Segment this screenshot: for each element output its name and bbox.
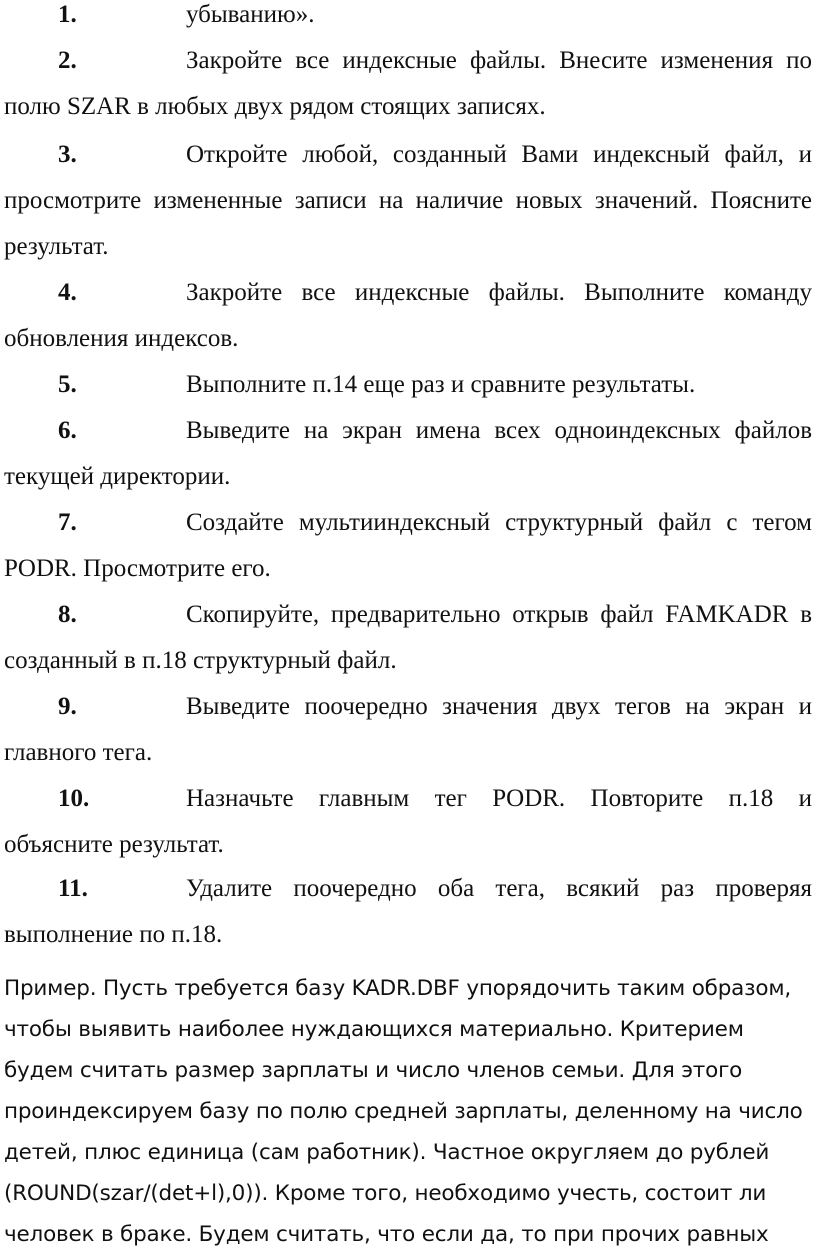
item-number: 6. [58,417,77,444]
item-number: 1. [58,1,77,28]
item-text: Закройте все индексные файлы. Внесите изменения по полю SZAR в любых двух рядом стоящих записях. [4,47,812,120]
item-text: Выполните п.14 еще раз и сравните результаты. [186,371,696,398]
list-item-3 [4,132,812,270]
list-item-4 [4,270,812,362]
list-item-11 [4,866,812,958]
item-text: Откройте любой, созданный Вами индексный файл, и просмотрите измененные записи на наличие новых значений. Поясните результат. [4,141,812,260]
list-item-6 [4,408,812,500]
item-number: 8. [58,601,77,628]
item-text: Закройте все индексные файлы. Выполните команду обновления индексов. [4,279,812,352]
item-number: 7. [58,509,77,536]
item-number: 10. [58,785,90,812]
item-number: 2. [58,47,77,74]
list-item-7 [4,500,812,592]
item-text: Назначьте главным тег PODR. Повторите п.18 и объясните результат. [4,785,812,858]
item-number: 11. [58,875,88,902]
list-item-2 [4,38,812,130]
item-text: Скопируйте, предварительно открыв файл FAMKADR в созданный в п.18 структурный файл. [4,601,812,674]
item-text: убыванию». [186,1,315,28]
list-item-1 [4,0,812,38]
item-number: 3. [58,141,77,168]
item-text: Выведите на экран имена всех одноиндексных файлов текущей директории. [4,417,812,490]
list-item-10 [4,776,812,868]
example-paragraph [4,968,810,1255]
list-item-5 [4,362,812,408]
example-label: Пример [4,976,90,1001]
example-text: . Пусть требуется базу KADR.DBF упорядочить таким образом, чтобы выявить наиболее нуждающихся материально. Критерием будем считать размер зарплаты и число членов семьи. Для этого проиндексируем базу по полю средней зарплаты, деленному на число детей, плюс единица (сам работник). Частное округляем до рублей (ROUND(szar/(det+l),0)). Кроме того, необходимо учесть, состоит ли человек в браке. Будем считать, что если да, то при прочих равных [4,976,803,1247]
item-text: Создайте мультииндексный структурный файл с тегом PODR. Просмотрите его. [4,509,812,582]
list-item-9 [4,684,812,776]
item-number: 4. [58,279,77,306]
item-text: Выведите поочередно значения двух тегов на экран и главного тега. [4,693,812,766]
list-item-8 [4,592,812,684]
item-number: 5. [58,371,77,398]
item-number: 9. [58,693,77,720]
item-text: Удалите поочередно оба тега, всякий раз проверяя выполнение по п.18. [4,875,812,948]
